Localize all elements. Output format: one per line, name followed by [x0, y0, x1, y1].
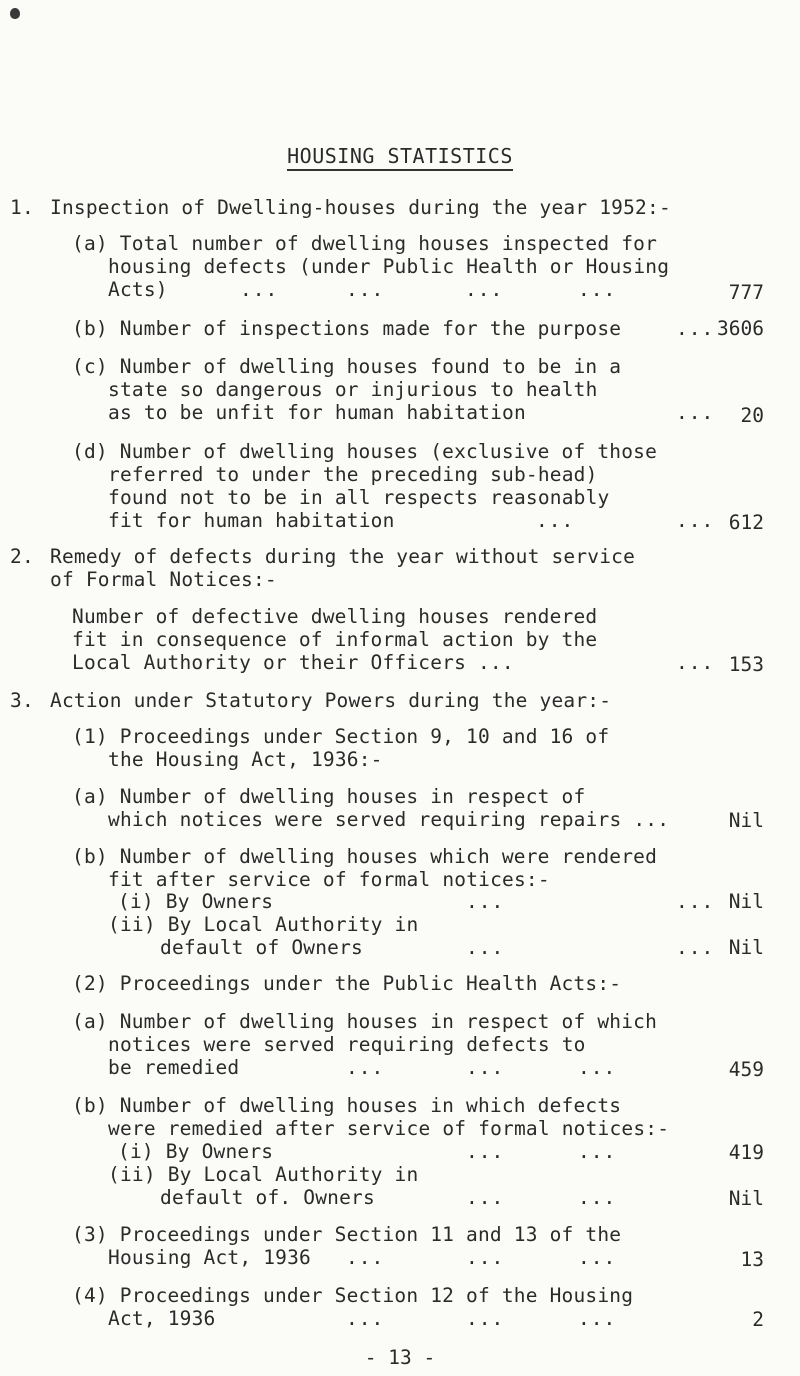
- value-2: 153: [728, 653, 764, 676]
- leader-dots: ...: [676, 936, 715, 959]
- s3-p1b-line-1: (b) Number of dwelling houses which were rendered: [72, 845, 658, 868]
- leader-dots: ...: [676, 317, 715, 340]
- s1b-line-1: (b) Number of inspections made for the purpose: [72, 317, 622, 340]
- leader-dots: ...: [466, 890, 505, 913]
- value-1a: 777: [728, 281, 764, 304]
- section-2-heading-line-1: Remedy of defects during the year without service: [50, 545, 636, 568]
- leader-dots: ...: [346, 1056, 385, 1079]
- s1c-line-2: state so dangerous or injurious to health: [108, 378, 598, 401]
- s1c-line-1: (c) Number of dwelling houses found to be in a: [72, 355, 622, 378]
- s3-p1a-line-1: (a) Number of dwelling houses in respect of: [72, 785, 586, 808]
- s3-p3-line-1: (3) Proceedings under Section 11 and 13 of the: [72, 1223, 622, 1246]
- leader-dots: ...: [240, 278, 279, 301]
- section-number-3: 3.: [10, 689, 34, 712]
- s1d-line-2: referred to under the preceding sub-head): [108, 463, 598, 486]
- s1a-line-1: (a) Total number of dwelling houses inspected for: [72, 232, 658, 255]
- leader-dots: ...: [466, 1186, 505, 1209]
- s3-p1-heading-line-1: (1) Proceedings under Section 9, 10 and 16 of: [72, 725, 610, 748]
- leader-dots: ...: [536, 509, 575, 532]
- value-3-2a: 459: [728, 1058, 764, 1081]
- ink-blot: [10, 8, 20, 19]
- leader-dots: ...: [346, 1307, 385, 1330]
- leader-dots: ...: [466, 1307, 505, 1330]
- s1d-line-4: fit for human habitation: [108, 509, 395, 532]
- section-3-heading: Action under Statutory Powers during the year:-: [50, 689, 612, 712]
- s1a-line-2: housing defects (under Public Health or Housing: [108, 255, 670, 278]
- page-title: HOUSING STATISTICS: [0, 144, 800, 168]
- s3-p2b-i-label: (i) By Owners: [118, 1140, 274, 1163]
- s3-p2b-line-1: (b) Number of dwelling houses in which defects: [72, 1094, 622, 1117]
- leader-dots: ...: [466, 936, 505, 959]
- s1a-line-3: Acts): [108, 278, 168, 301]
- leader-dots: ...: [578, 1186, 617, 1209]
- leader-dots: ...: [578, 278, 617, 301]
- s2-line-3: Local Authority or their Officers ...: [72, 651, 514, 674]
- leader-dots: ...: [465, 278, 504, 301]
- leader-dots: ...: [578, 1246, 617, 1269]
- leader-dots: ...: [676, 509, 715, 532]
- page-number: - 13 -: [364, 1346, 436, 1369]
- leader-dots: ...: [466, 1140, 505, 1163]
- value-1b: 3606: [717, 317, 764, 340]
- value-1c: 20: [740, 404, 764, 427]
- s3-p1b-ii-line-2: default of Owners: [160, 936, 363, 959]
- s3-p2a-line-2: notices were served requiring defects to: [108, 1033, 586, 1056]
- leader-dots: ...: [346, 1246, 385, 1269]
- s2-line-1: Number of defective dwelling houses rendered: [72, 605, 598, 628]
- s3-p1b-ii-line-1: (ii) By Local Authority in: [108, 913, 419, 936]
- s1c-line-3: as to be unfit for human habitation: [108, 401, 526, 424]
- value-3-2b-ii: Nil: [728, 1187, 764, 1210]
- value-3-1b-i: Nil: [728, 890, 764, 913]
- s3-p1a-line-2: which notices were served requiring repairs ...: [108, 808, 670, 831]
- leader-dots: ...: [676, 651, 715, 674]
- s3-p2b-ii-line-1: (ii) By Local Authority in: [108, 1163, 419, 1186]
- leader-dots: ...: [578, 1056, 617, 1079]
- value-3-4: 2: [752, 1308, 764, 1331]
- section-number-1: 1.: [10, 196, 34, 219]
- s3-p1-heading-line-2: the Housing Act, 1936:-: [108, 748, 383, 771]
- s3-p4-line-2: Act, 1936: [108, 1307, 216, 1330]
- s3-p2-heading: (2) Proceedings under the Public Health Acts:-: [72, 972, 622, 995]
- value-3-1b-ii: Nil: [728, 936, 764, 959]
- leader-dots: ...: [346, 278, 385, 301]
- section-number-2: 2.: [10, 545, 34, 568]
- section-2-heading-line-2: of Formal Notices:-: [50, 568, 277, 591]
- s3-p2a-line-3: be remedied: [108, 1056, 240, 1079]
- leader-dots: ...: [676, 890, 715, 913]
- leader-dots: ...: [466, 1056, 505, 1079]
- s3-p3-line-2: Housing Act, 1936: [108, 1246, 311, 1269]
- s3-p1b-line-2: fit after service of formal notices:-: [108, 868, 550, 891]
- value-1d: 612: [728, 511, 764, 534]
- s3-p4-line-1: (4) Proceedings under Section 12 of the Housing: [72, 1284, 634, 1307]
- leader-dots: ...: [578, 1140, 617, 1163]
- s3-p2b-ii-line-2: default of. Owners: [160, 1186, 375, 1209]
- s1d-line-1: (d) Number of dwelling houses (exclusive of those: [72, 440, 658, 463]
- leader-dots: ...: [578, 1307, 617, 1330]
- s1d-line-3: found not to be in all respects reasonably: [108, 486, 610, 509]
- section-1-heading: Inspection of Dwelling-houses during the year 1952:-: [50, 196, 671, 219]
- leader-dots: ...: [466, 1246, 505, 1269]
- s3-p2a-line-1: (a) Number of dwelling houses in respect of which: [72, 1010, 658, 1033]
- s3-p1b-i-label: (i) By Owners: [118, 890, 274, 913]
- value-3-1a: Nil: [728, 809, 764, 832]
- s2-line-2: fit in consequence of informal action by the: [72, 628, 598, 651]
- value-3-3: 13: [740, 1248, 764, 1271]
- leader-dots: ...: [676, 401, 715, 424]
- value-3-2b-i: 419: [728, 1141, 764, 1164]
- s3-p2b-line-2: were remedied after service of formal notices:-: [108, 1117, 670, 1140]
